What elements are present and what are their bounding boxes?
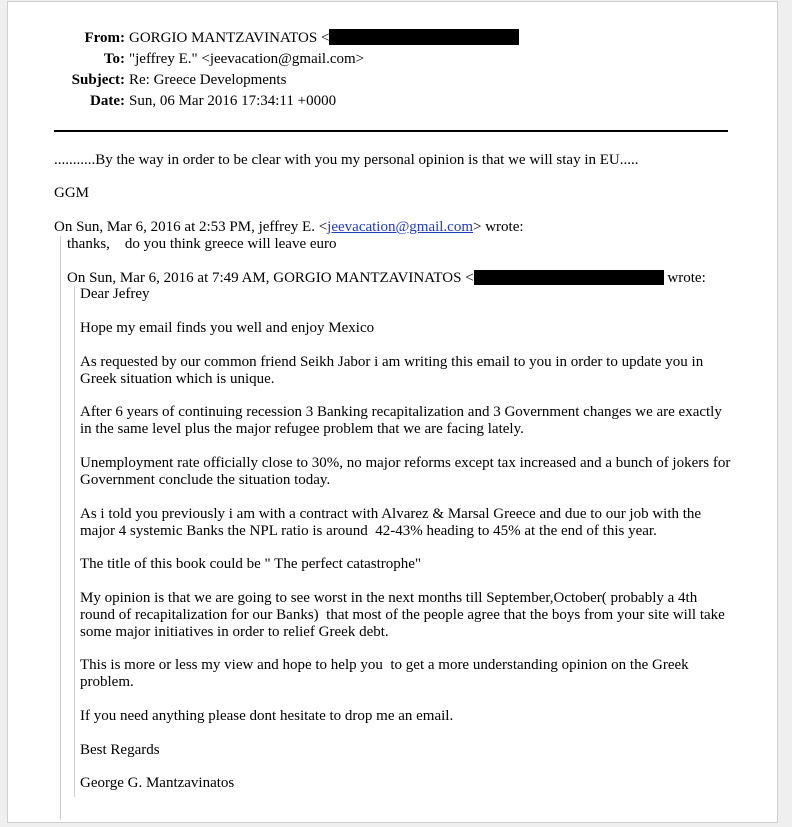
date-value: Sun, 06 Mar 2016 17:34:11 +0000 bbox=[129, 93, 337, 109]
message-body bbox=[54, 152, 764, 821]
subject-value: Re: Greece Developments bbox=[129, 72, 287, 88]
message-line: George G. Mantzavinatos bbox=[80, 775, 235, 792]
message-line: some major initiatives in order to relief Greek debt. bbox=[80, 623, 389, 640]
message-line: Hope my email finds you well and enjoy Mexico bbox=[80, 320, 375, 337]
date-row bbox=[54, 91, 519, 112]
quoted-text-1: thanks, do you think greece will leave euro bbox=[67, 235, 337, 252]
redaction-box bbox=[329, 29, 519, 45]
paragraph-opening bbox=[80, 320, 764, 337]
from-row bbox=[54, 28, 519, 49]
quote-attribution-2 bbox=[67, 270, 764, 287]
attribution-1-prefix: On Sun, Mar 6, 2016 at 2:53 PM, jeffrey E. < bbox=[54, 219, 328, 236]
to-value: "jeffrey E." <jeevacation@gmail.com> bbox=[129, 51, 365, 67]
date-label: Date: bbox=[90, 93, 125, 109]
reply-signature: GGM bbox=[54, 185, 90, 202]
message-line: Unemployment rate officially close to 30%, no major reforms except tax increased and a bunch of jokers for bbox=[80, 455, 731, 472]
message-line: Government conclude the situation today. bbox=[80, 471, 331, 488]
paragraph-unemployment bbox=[80, 455, 764, 489]
paragraph-request bbox=[80, 354, 764, 388]
paragraph-offer bbox=[80, 708, 764, 725]
message-line: round of recapitalization for our Banks) that most of the people agree that the boys from your site will take bbox=[80, 606, 725, 623]
paragraph-recession bbox=[80, 404, 764, 438]
message-line: As i told you previously i am with a contract with Alvarez & Marsal Greece and due to our job with the bbox=[80, 505, 702, 522]
to-row bbox=[54, 49, 519, 70]
header-divider bbox=[54, 130, 728, 132]
redaction-box bbox=[474, 270, 664, 285]
message-line: After 6 years of continuing recession 3 Banking recapitalization and 3 Government changes we are exactly bbox=[80, 404, 722, 421]
attribution-1-suffix: > wrote: bbox=[473, 219, 524, 236]
paragraph-contract bbox=[80, 506, 764, 540]
quoted-message-2 bbox=[74, 286, 764, 797]
message-line: Dear Jefrey bbox=[80, 286, 150, 303]
paragraph-closing bbox=[80, 742, 764, 759]
from-value bbox=[125, 28, 519, 49]
message-line: As requested by our common friend Seikh Jabor i am writing this email to you in order to update you in bbox=[80, 353, 704, 370]
message-line: Best Regards bbox=[80, 741, 160, 758]
subject-label: Subject: bbox=[71, 72, 125, 88]
reply-text: ...........By the way in order to be clear with you my personal opinion is that we will stay in EU..... bbox=[54, 151, 639, 168]
subject-row bbox=[54, 70, 519, 91]
paragraph-title bbox=[80, 556, 764, 573]
attribution-2-prefix: On Sun, Mar 6, 2016 at 7:49 AM, GORGIO MANTZAVINATOS < bbox=[67, 269, 474, 286]
email-page bbox=[7, 1, 778, 823]
from-label: From: bbox=[84, 30, 125, 46]
attribution-2-suffix: wrote: bbox=[663, 269, 706, 286]
paragraph-view bbox=[80, 657, 764, 691]
quote-attribution-1 bbox=[54, 219, 764, 236]
from-name: GORGIO MANTZAVINATOS < bbox=[129, 30, 330, 46]
sender-name bbox=[80, 775, 764, 792]
to-label: To: bbox=[103, 51, 125, 67]
email-header bbox=[54, 28, 519, 112]
message-line: This is more or less my view and hope to help you to get a more understanding opinion on the Greek bbox=[80, 657, 689, 674]
message-line: My opinion is that we are going to see worst in the next months till September,October( probably a 4th bbox=[80, 589, 698, 606]
message-line: problem. bbox=[80, 674, 134, 691]
paragraph-opinion bbox=[80, 590, 764, 641]
quoted-message-1 bbox=[60, 236, 764, 820]
paragraph-greeting bbox=[80, 286, 764, 303]
message-line: The title of this book could be " The perfect catastrophe" bbox=[80, 556, 422, 573]
message-line: Greek situation which is unique. bbox=[80, 370, 275, 387]
message-line: If you need anything please dont hesitate to drop me an email. bbox=[80, 707, 454, 724]
message-line: major 4 systemic Banks the NPL ratio is around 42-43% heading to 45% at the end of this year. bbox=[80, 522, 657, 539]
email-link[interactable]: jeevacation@gmail.com bbox=[327, 219, 474, 236]
message-line: in the same level plus the major refugee problem that we are facing lately. bbox=[80, 421, 524, 438]
